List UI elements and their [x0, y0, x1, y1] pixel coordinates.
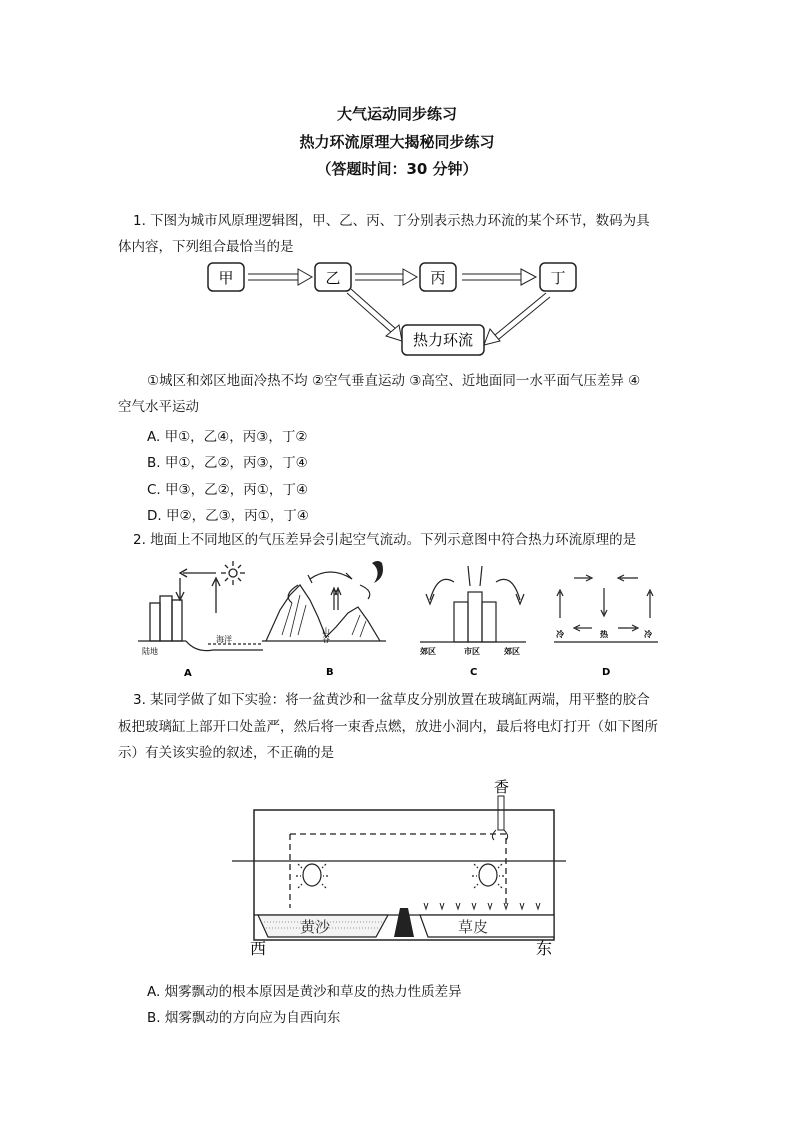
q1-items-line2: 空气水平运动 — [118, 399, 199, 415]
fig-d-hot: 热 — [600, 630, 608, 639]
q1-stem-line1: 1. 下图为城市风原理逻辑图，甲、乙、丙、丁分别表示热力环流的某个环节，数码为具 — [133, 213, 650, 229]
q1-items-line1: ①城区和郊区地面冷热不均 ②空气垂直运动 ③高空、近地面同一水平面气压差异 ④ — [147, 373, 641, 389]
box-bing-label: 丙 — [430, 269, 446, 287]
q1-option-d[interactable]: D. 甲②，乙③，丙①，丁④ — [147, 508, 309, 524]
q3-option-a[interactable]: A. 烟雾飘动的根本原因是黄沙和草皮的热力性质差异 — [147, 984, 462, 1000]
arrow-jia-yi — [248, 269, 312, 285]
east-label: 东 — [536, 939, 553, 958]
divider — [394, 908, 414, 937]
lamp-right-icon — [472, 864, 504, 888]
q2-figure-d — [552, 570, 662, 682]
arrow-yi-result — [347, 289, 402, 341]
box-ding-label: 丁 — [550, 269, 566, 287]
fig-c-suburb-right: 郊区 — [504, 647, 520, 656]
arrow-ding-result — [484, 293, 550, 345]
fig-d-label: D — [602, 667, 611, 678]
moon-icon — [372, 561, 383, 583]
fig-a-label: A — [184, 668, 192, 679]
doc-subtitle: 热力环流原理大揭秘同步练习 — [299, 133, 495, 151]
q3-stem-line3: 示）有关该实验的叙述，不正确的是 — [118, 745, 334, 761]
west-label: 西 — [250, 939, 267, 958]
q2-figure-b — [262, 555, 392, 683]
fig-a-sea: 海洋 — [216, 635, 232, 644]
box-yi-label: 乙 — [325, 269, 341, 287]
q2-figure-a — [138, 558, 268, 683]
lamp-left-icon — [296, 864, 328, 888]
q3-option-b[interactable]: B. 烟雾飘动的方向应为自西向东 — [147, 1010, 341, 1026]
fig-c-suburb-left: 郊区 — [420, 647, 436, 656]
incense-stick — [498, 796, 504, 830]
arrow-bing-ding — [462, 269, 536, 285]
doc-time-note: （答题时间：30 分钟） — [316, 160, 478, 178]
q3-experiment-diagram — [228, 772, 573, 962]
fig-a-land: 陆地 — [142, 647, 158, 656]
q1-stem-line2: 体内容，下列组合最恰当的是 — [118, 239, 294, 255]
doc-title: 大气运动同步练习 — [336, 105, 457, 123]
incense-label: 香 — [494, 778, 510, 796]
box-result-label: 热力环流 — [412, 331, 474, 349]
fig-b-valley: 山谷 — [321, 627, 331, 643]
q3-stem-line1: 3. 某同学做了如下实验：将一盆黄沙和一盆草皮分别放置在玻璃缸两端，用平整的胶合 — [133, 692, 650, 708]
sun-icon — [221, 561, 245, 585]
grass-label: 草皮 — [458, 918, 489, 936]
sand-label: 黄沙 — [300, 918, 331, 936]
fig-c-city: 市区 — [464, 647, 480, 656]
q1-logic-diagram — [200, 255, 590, 360]
fig-b-label: B — [326, 667, 334, 678]
q2-stem: 2. 地面上不同地区的气压差异会引起空气流动。下列示意图中符合热力环流原理的是 — [133, 532, 637, 548]
q1-option-c[interactable]: C. 甲③，乙②，丙①，丁④ — [147, 482, 308, 498]
fig-d-cold-left: 冷 — [556, 630, 564, 639]
fig-c-label: C — [470, 667, 478, 678]
q3-stem-line2: 板把玻璃缸上部开口处盖严，然后将一束香点燃，放进小洞内，最后将电灯打开（如下图所 — [118, 719, 658, 735]
q1-option-b[interactable]: B. 甲①，乙②，丙③，丁④ — [147, 455, 308, 471]
box-jia-label: 甲 — [218, 269, 234, 287]
arrow-yi-bing — [355, 269, 417, 285]
smoke-circulation-path — [290, 834, 506, 908]
grass-blades — [424, 903, 540, 909]
fig-d-cold-right: 冷 — [644, 630, 652, 639]
q2-figure-c — [418, 562, 530, 682]
q1-option-a[interactable]: A. 甲①，乙④，丙③，丁② — [147, 429, 308, 445]
